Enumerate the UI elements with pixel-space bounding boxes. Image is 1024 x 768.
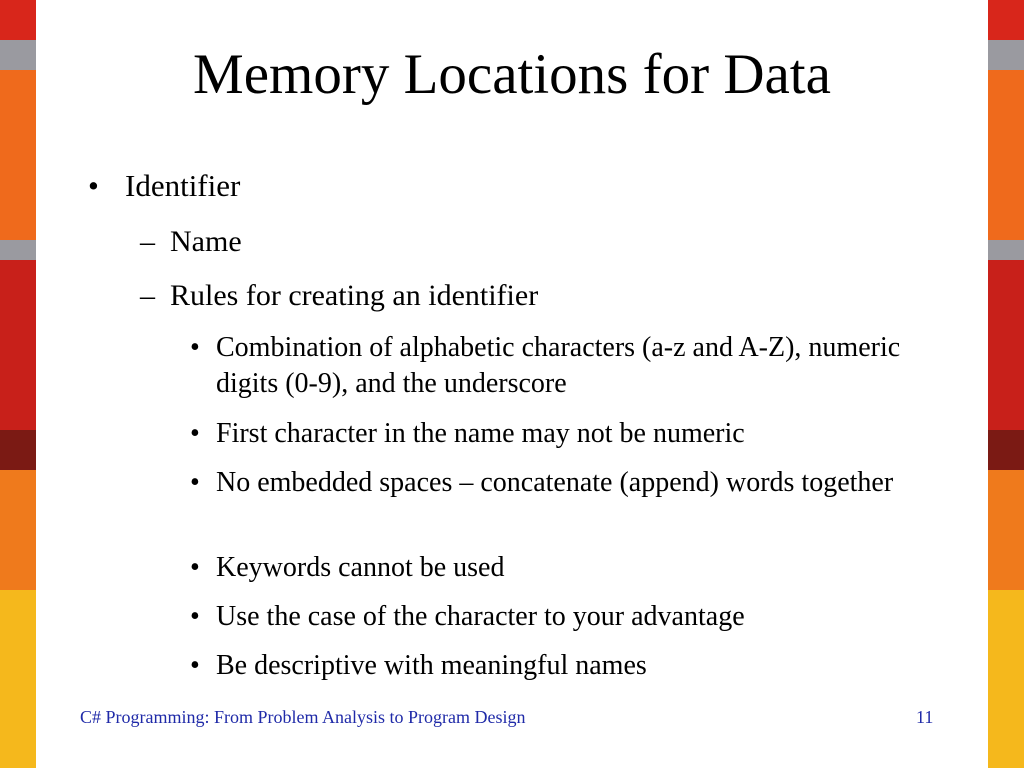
footer-course-title: C# Programming: From Problem Analysis to Program Design <box>80 707 526 727</box>
bullet-marker: • <box>190 552 200 583</box>
bullet-marker: • <box>190 418 200 449</box>
rule-first-character <box>190 416 956 452</box>
bullet-text: Keywords cannot be used <box>216 552 505 583</box>
bullet-text: Identifier <box>125 168 241 203</box>
rule-keywords <box>190 550 956 586</box>
bullet-text: Combination of alphabetic characters (a-z and A-Z), numeric digits (0-9), and the underscore <box>216 332 901 399</box>
bullet-marker: • <box>88 168 99 203</box>
dash-marker: – <box>140 279 155 312</box>
bullet-text: First character in the name may not be numeric <box>216 418 745 449</box>
bullet-marker: • <box>190 650 200 681</box>
bullet-marker: • <box>190 601 200 632</box>
bullet-marker: • <box>190 332 200 363</box>
rule-case <box>190 599 956 635</box>
bullet-identifier <box>88 168 240 204</box>
bullet-text: Rules for creating an identifier <box>170 279 539 312</box>
slide-title: Memory Locations for Data <box>193 43 831 106</box>
bullet-text: Name <box>170 225 242 258</box>
sub-bullet-rules <box>140 278 538 314</box>
sub-bullet-name <box>140 224 242 260</box>
bullet-text: Use the case of the character to your advantage <box>216 601 745 632</box>
bullet-text: Be descriptive with meaningful names <box>216 650 647 681</box>
dash-marker: – <box>140 225 155 258</box>
rule-combination <box>190 330 956 402</box>
footer-page-number: 11 <box>916 707 934 727</box>
rule-descriptive <box>190 648 956 684</box>
bullet-marker: • <box>190 467 200 498</box>
bullet-text: No embedded spaces – concatenate (append) words together <box>216 467 894 498</box>
rule-no-spaces <box>190 465 956 501</box>
